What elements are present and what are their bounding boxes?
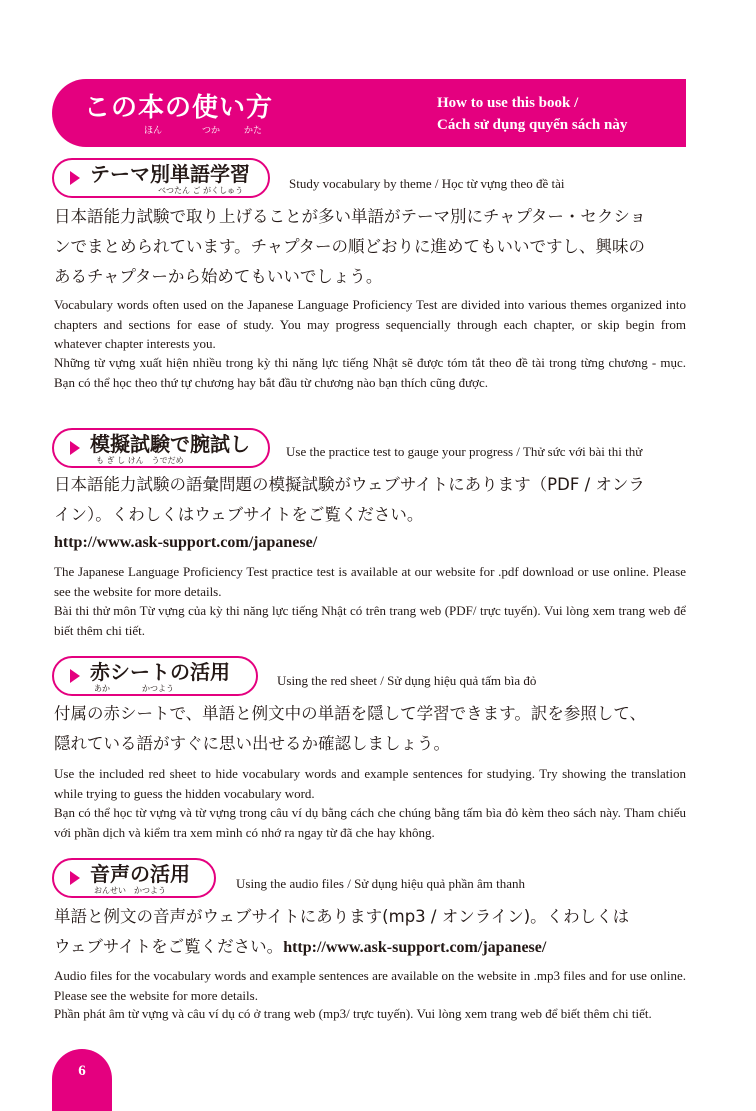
section-vietnamese-text: Bài thi thử môn Từ vựng của kỳ thi năng lực tiếng Nhật có trên trang web (PDF/ trực tuyến). Vui lòng xem trang web để biết thêm chi tiết. bbox=[54, 603, 686, 638]
section-english-text: Audio files for the vocabulary words and example sentences are available on the website in .mp3 files and for use online. Please see the website for more details. bbox=[54, 968, 686, 1003]
section-jp-text bbox=[54, 902, 704, 962]
section-subtitle: Using the red sheet / Sử dụng hiệu quả tấm bìa đỏ bbox=[277, 673, 537, 688]
section-title: 赤シートの活用 bbox=[90, 660, 230, 684]
page-title-translation bbox=[437, 92, 627, 136]
section-title: 模擬試験で腕試し bbox=[90, 432, 250, 456]
title-vietnamese: Cách sử dụng quyển sách này bbox=[437, 117, 628, 133]
section-title: テーマ別単語学習 bbox=[90, 162, 250, 186]
arrow-right-icon bbox=[70, 871, 80, 885]
section-heading-red-sheet bbox=[52, 656, 258, 696]
jp-line: 隠れている語がすぐに思い出せるか確認しましょう。 bbox=[54, 734, 450, 753]
section-vietnamese-text: Những từ vựng xuất hiện nhiều trong kỳ thi năng lực tiếng Nhật sẽ được tóm tắt theo đề tài trong từng chương - mục. Bạn có thể học theo thứ tự chương hay bắt đầu từ chương nào bạn thích cũng được. bbox=[54, 355, 686, 390]
jp-line: 日本語能力試験で取り上げることが多い単語がテーマ別にチャプター・セクショ bbox=[54, 207, 647, 226]
section-english-text: Vocabulary words often used on the Japanese Language Proficiency Test are divided into various themes organized into chapters and sections for ease of study. You may progress sequencially through each chapter, or skip begin from whatever chapter interests you. bbox=[54, 297, 686, 351]
page-title: この本の使い方 bbox=[84, 93, 274, 123]
section-vietnamese-text: Phần phát âm từ vựng và câu ví dụ có ở trang web (mp3/ trực tuyến). Vui lòng xem trang web để biết thêm chi tiết. bbox=[54, 1006, 652, 1021]
arrow-right-icon bbox=[70, 441, 80, 455]
arrow-right-icon bbox=[70, 171, 80, 185]
website-link[interactable]: http://www.ask-support.com/japanese/ bbox=[54, 534, 318, 551]
section-subtitle: Study vocabulary by theme / Học từ vựng theo đề tài bbox=[289, 176, 565, 191]
title-ruby: かた bbox=[244, 126, 263, 136]
jp-line: ンでまとめられています。チャプターの順どおりに進めてもいいですし、興味の bbox=[54, 237, 646, 256]
jp-line: イン）。くわしくはウェブサイトをご覧ください。 bbox=[54, 505, 424, 524]
page-number-tab bbox=[52, 1049, 112, 1111]
section-english-text: Use the included red sheet to hide vocabulary words and example sentences for studying. Try showing the translation while trying to guess the hidden vocabulary word. bbox=[54, 766, 686, 801]
section-heading-audio bbox=[52, 858, 216, 898]
section-jp-text bbox=[54, 202, 704, 292]
section-ruby: あか かつよう bbox=[94, 684, 174, 693]
section-english-text: The Japanese Language Proficiency Test practice test is available at our website for .pdf download or use online. Please see the website for more details. bbox=[54, 564, 686, 599]
page-header-banner bbox=[52, 79, 686, 147]
page-number: 6 bbox=[78, 1063, 86, 1079]
section-ruby: も ぎ し けん うでだめ bbox=[96, 456, 184, 465]
jp-line: 日本語能力試験の語彙問題の模擬試験がウェブサイトにあります（PDF / オンラ bbox=[54, 475, 645, 494]
arrow-right-icon bbox=[70, 669, 80, 683]
title-ruby: つか bbox=[202, 126, 221, 136]
jp-line: 単語と例文の音声がウェブサイトにあります(mp3 / オンライン)。くわしくは bbox=[54, 907, 630, 926]
jp-line: あるチャプターから始めてもいいでしょう。 bbox=[54, 267, 383, 286]
jp-line bbox=[54, 932, 704, 962]
website-link[interactable]: http://www.ask-support.com/japanese/ bbox=[283, 939, 547, 956]
section-ruby: べつたん ご がくしゅう bbox=[158, 186, 244, 195]
section-ruby: おんせい かつよう bbox=[94, 886, 166, 895]
section-heading-practice-test bbox=[52, 428, 270, 468]
title-ruby: ほん bbox=[144, 126, 163, 136]
jp-line-text: ウェブサイトをご覧ください。 bbox=[54, 937, 284, 956]
section-vietnamese-text: Bạn có thể học từ vựng và từ vựng trong câu ví dụ bằng cách che chúng bằng tấm bìa đỏ kèm theo sách này. Tham chiếu với phần dịch và kiểm tra xem mình có nhớ ra ngay từ đã che hay không. bbox=[54, 805, 686, 840]
section-subtitle: Using the audio files / Sử dụng hiệu quả phần âm thanh bbox=[236, 876, 526, 891]
title-english: How to use this book / bbox=[437, 95, 579, 111]
jp-line: 付属の赤シートで、単語と例文中の単語を隠して学習できます。訳を参照して、 bbox=[54, 704, 647, 723]
section-jp-text bbox=[54, 699, 704, 759]
section-jp-text bbox=[54, 470, 704, 530]
section-title: 音声の活用 bbox=[90, 862, 190, 886]
section-subtitle: Use the practice test to gauge your progress / Thử sức với bài thi thử bbox=[286, 444, 643, 459]
section-heading-theme-vocab bbox=[52, 158, 270, 198]
